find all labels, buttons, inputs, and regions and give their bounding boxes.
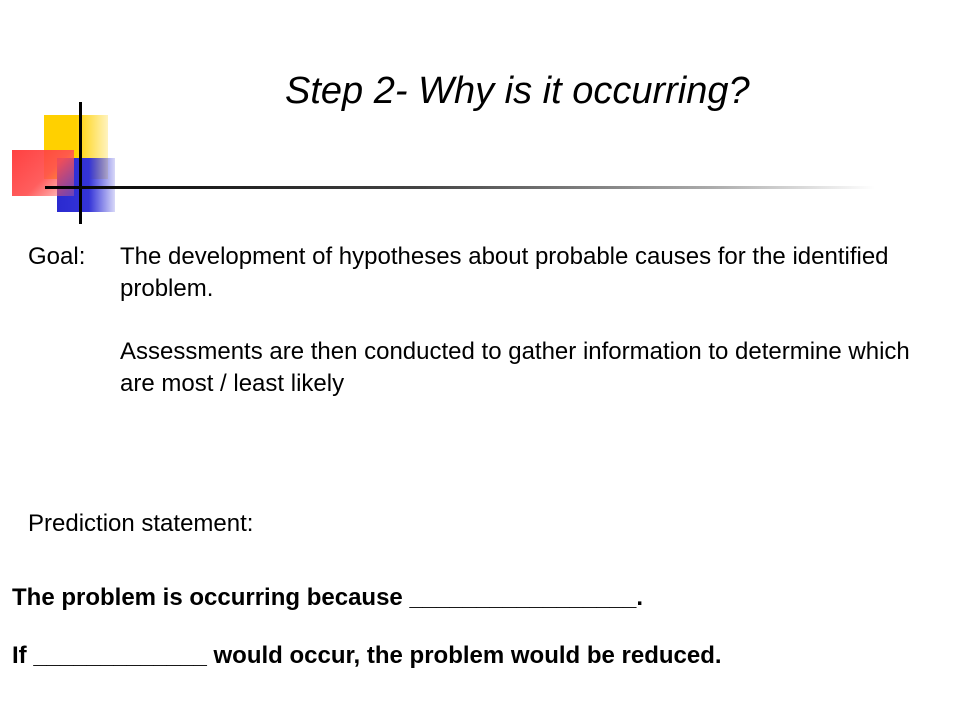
statement-cause: The problem is occurring because _________________. <box>12 584 644 611</box>
red-square-shape <box>12 150 74 196</box>
prediction-label: Prediction statement: <box>28 510 254 537</box>
title-underline <box>45 186 875 189</box>
goal-label: Goal: <box>28 243 86 270</box>
goal-paragraph-hypotheses: The development of hypotheses about probable causes for the identified problem. <box>120 243 889 303</box>
statement-reduction: If _____________ would occur, the problem would be reduced. <box>12 642 722 669</box>
slide-title: Step 2- Why is it occurring? <box>285 70 750 112</box>
goal-body <box>120 241 920 401</box>
decorative-logo <box>0 0 140 230</box>
vertical-rule <box>79 102 82 224</box>
goal-paragraph-assessments: Assessments are then conducted to gather information to determine which are most / least likely <box>120 338 910 398</box>
